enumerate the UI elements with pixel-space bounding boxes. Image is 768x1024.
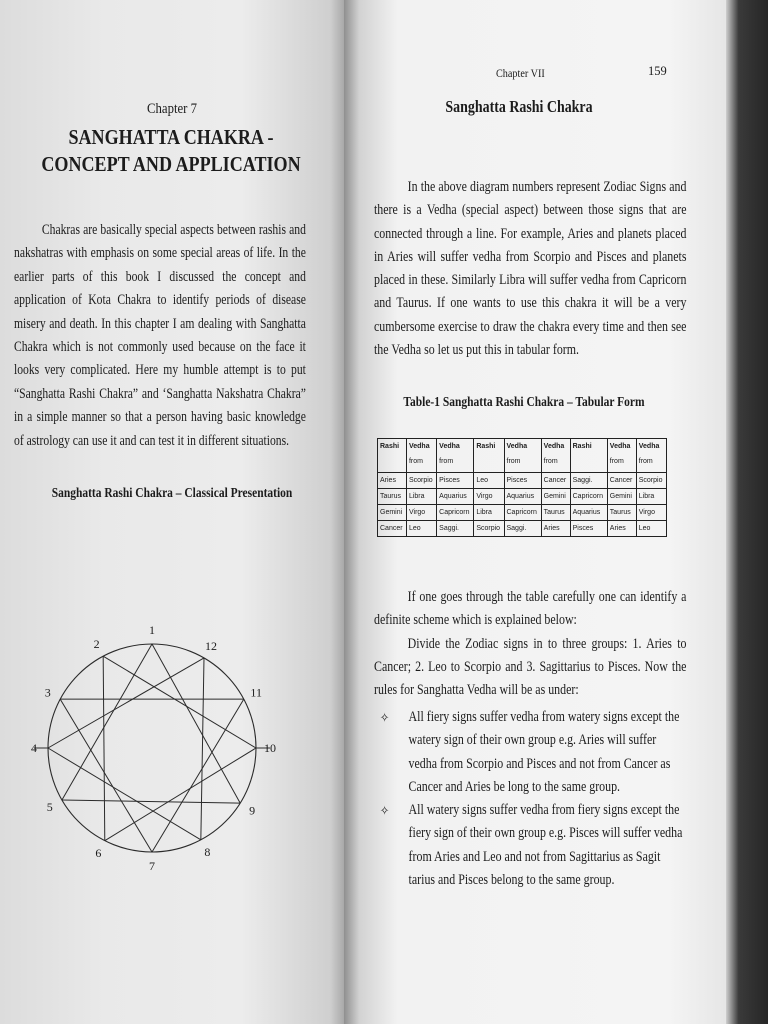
vedha-line-8-12	[201, 658, 204, 840]
header-sub: from	[439, 458, 454, 465]
table-cell: Capricorn	[437, 505, 474, 521]
table-header-row	[378, 439, 667, 473]
table-cell: Gemini	[607, 489, 636, 505]
table-row	[378, 489, 667, 505]
table-row	[378, 473, 667, 489]
sign-number-3: 3	[44, 685, 51, 700]
table-cell: Aquarius	[437, 489, 474, 505]
table-row	[378, 505, 667, 521]
header-main: Vedha	[543, 443, 565, 450]
vedha-lines	[34, 644, 270, 852]
table-cell: Aries	[541, 521, 570, 537]
sign-number-9: 9	[249, 803, 256, 818]
table-cell: Leo	[474, 473, 504, 489]
sign-number-6: 6	[95, 846, 102, 861]
vedha-line-5-9	[62, 800, 240, 803]
sign-number-4: 4	[31, 741, 37, 755]
left-page	[0, 0, 344, 1024]
paragraph-2b-text: Divide the Zodiac signs in to three groups: 1. Aries to Cancer; 2. Leo to Scorpio and 3. Sagittarius to Pisces. Now the rules for Sanghatta Vedha will be as under:	[374, 635, 687, 699]
table-cell: Cancer	[378, 521, 407, 537]
header-sub: from	[543, 458, 558, 465]
sign-number-10: 10	[264, 741, 276, 755]
chapter-title: SANGHATTA CHAKRA - CONCEPT AND APPLICATION	[41, 125, 301, 176]
table-cell: Aquarius	[570, 505, 607, 521]
table-cell: Taurus	[378, 489, 407, 505]
table-cell: Pisces	[437, 473, 474, 489]
table-cell: Taurus	[541, 505, 570, 521]
table-row	[378, 521, 667, 537]
header-main: Vedha	[408, 443, 430, 450]
sign-number-labels	[31, 623, 276, 873]
chapter-label: Chapter 7	[147, 101, 197, 117]
header-main: Rashi	[380, 443, 400, 450]
table-cell: Saggi.	[504, 521, 541, 537]
section-title: Sanghatta Rashi Chakra	[445, 97, 593, 116]
table-header-cell	[570, 439, 607, 473]
header-sub: from	[408, 458, 423, 465]
table-cell: Aries	[378, 473, 407, 489]
rule-item	[380, 799, 682, 892]
table-cell: Leo	[406, 521, 436, 537]
rule-text: All fiery signs suffer vedha from watery signs except the watery sign of their own group e.g. Aries will suffer vedha from Scorpio and Pisces and not from Cancer as Cancer and Aries be long to the same group.	[408, 709, 680, 795]
table-cell: Scorpio	[474, 521, 504, 537]
table-header-cell	[474, 439, 504, 473]
header-main: Rashi	[572, 443, 592, 450]
table-cell: Aquarius	[504, 489, 541, 505]
header-sub: from	[609, 458, 624, 465]
table-cell: Scorpio	[406, 473, 436, 489]
table-cell: Gemini	[541, 489, 570, 505]
paragraph-2	[374, 586, 686, 702]
table-caption: Table-1 Sanghatta Rashi Chakra – Tabular Form	[403, 395, 645, 410]
table-header-cell	[636, 439, 666, 473]
header-sub: from	[638, 458, 653, 465]
table-cell: Capricorn	[504, 505, 541, 521]
table-header-cell	[504, 439, 541, 473]
bullet-icon: ✧	[380, 710, 390, 725]
running-head: Chapter VII	[496, 66, 545, 80]
header-main: Vedha	[506, 443, 528, 450]
sign-number-5: 5	[46, 800, 53, 814]
table-body	[378, 473, 667, 537]
header-main: Vedha	[638, 443, 660, 450]
header-main: Rashi	[476, 443, 496, 450]
table-header-cell	[437, 439, 474, 473]
rashi-table	[377, 438, 667, 537]
rules-list	[380, 706, 690, 892]
vedha-line-6-10	[105, 748, 256, 841]
chakra-circle	[48, 644, 256, 852]
table-cell: Virgo	[474, 489, 504, 505]
intro-paragraph-text: Chakras are basically special aspects between rashis and nakshatras with emphasis on some special areas of life. In the earlier parts of this book I discussed the concept and application of Kota Chakra to identify periods of disease misery and death. In this chapter I am dealing with Sanghatta Chakra which is not commonly used because on the face it looks very complicated. Here my humble attempt is to put “Sanghatta Rashi Chakra” and ‘Sanghatta Nakshatra Chakra” in a simple manner so that a person having basic knowledge of astrology can use it and can test it in different situations.	[14, 222, 306, 449]
table-cell: Virgo	[636, 505, 666, 521]
table-cell: Virgo	[406, 505, 436, 521]
table-header-cell	[607, 439, 636, 473]
sign-number-7: 7	[149, 859, 155, 873]
table-cell: Cancer	[541, 473, 570, 489]
table-header-cell	[541, 439, 570, 473]
table-cell: Cancer	[607, 473, 636, 489]
table-cell: Libra	[406, 489, 436, 505]
table-header-cell	[406, 439, 436, 473]
page-number: 159	[648, 64, 667, 78]
vedha-line-7-11	[152, 699, 244, 852]
table-cell: Pisces	[504, 473, 541, 489]
vedha-line-2-6	[103, 656, 105, 840]
table-cell: Gemini	[378, 505, 407, 521]
sign-number-2: 2	[93, 636, 100, 651]
table-header-cell	[378, 439, 407, 473]
sign-number-12: 12	[205, 638, 217, 653]
sanghatta-chakra-diagram	[20, 552, 280, 942]
rule-text: All watery signs suffer vedha from fiery signs except the fiery sign of their own group e.g. Pisces will suffer vedha from Aries and Leo and not from Sagittarius as Sagit tarius and Pisces belong to the same group.	[408, 802, 683, 889]
intro-paragraph	[14, 219, 306, 453]
diagram-caption: Sanghatta Rashi Chakra – Classical Presentation	[51, 486, 293, 501]
table-cell: Libra	[474, 505, 504, 521]
paragraph-2a-text: If one goes through the table carefully one can identify a definite scheme which is explained below:	[374, 589, 687, 629]
sign-number-11: 11	[250, 685, 262, 700]
rule-item	[380, 706, 682, 799]
table-cell: Libra	[636, 489, 666, 505]
table-cell: Saggi.	[570, 473, 607, 489]
table-cell: Scorpio	[636, 473, 666, 489]
vedha-line-4-8	[48, 748, 201, 840]
vedha-line-3-7	[60, 699, 152, 852]
vedha-line-2-10	[103, 656, 256, 748]
table-cell: Taurus	[607, 505, 636, 521]
bullet-icon: ✧	[380, 803, 390, 819]
table-cell: Aries	[607, 521, 636, 537]
table-cell: Pisces	[570, 521, 607, 537]
table-cell: Leo	[636, 521, 666, 537]
table-cell: Saggi.	[437, 521, 474, 537]
header-main: Vedha	[609, 443, 631, 450]
book-edge	[726, 0, 768, 1024]
paragraph-1-text: In the above diagram numbers represent Zodiac Signs and there is a Vedha (special aspect) between those signs that are connected through a line. For example, Aries and planets placed in Aries will suffer vedha from Scorpio and Pisces and planets placed in these. Similarly Libra will suffer vedha from Capricorn and Taurus. If one wants to use this chakra it will be a very cumbersome exercise to draw the chakra every time and then see the Vedha so let us put this in tabular form.	[374, 179, 687, 359]
sign-number-8: 8	[204, 845, 211, 860]
table-cell: Capricorn	[570, 489, 607, 505]
header-sub: from	[506, 458, 521, 465]
paragraph-1	[374, 176, 686, 362]
sign-number-1: 1	[149, 623, 155, 637]
header-main: Vedha	[439, 443, 460, 450]
